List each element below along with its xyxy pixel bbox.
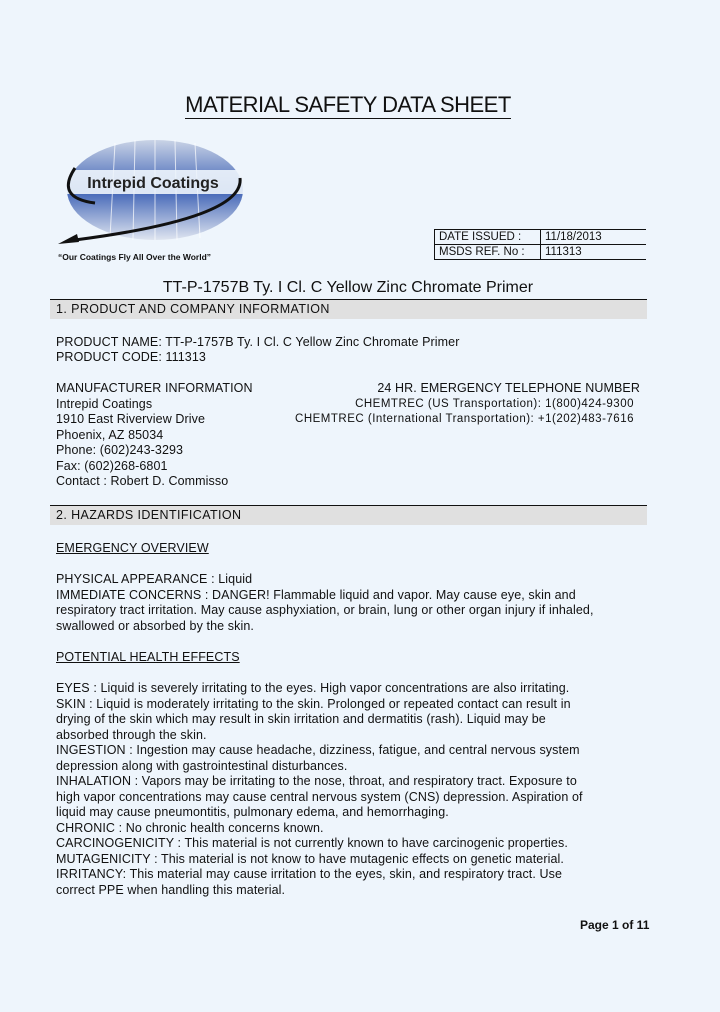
text-line: PHYSICAL APPEARANCE : Liquid <box>56 572 253 586</box>
product-name: PRODUCT NAME: TT-P-1757B Ty. I Cl. C Yellow Zinc Chromate Primer <box>56 335 460 349</box>
svg-text:“Our Coatings Fly All Over the: “Our Coatings Fly All Over the World” <box>58 252 212 262</box>
text-line: EYES : Liquid is severely irritating to the eyes. High vapor concentrations are also irritating. <box>56 681 570 695</box>
svg-text:Intrepid Coatings: Intrepid Coatings <box>87 175 219 192</box>
health-effects-text <box>56 681 583 898</box>
text-line: absorbed through the skin. <box>56 727 207 742</box>
text-line: liquid may cause pneumontitis, pulmonary edema, and hemorrhaging. <box>56 805 449 819</box>
text-line: high vapor concentrations may cause central nervous system (CNS) depression. Aspiration of <box>56 789 583 804</box>
section-2-header: 2. HAZARDS IDENTIFICATION <box>50 505 647 525</box>
text-line: drying of the skin which may result in skin irritation and dermatitis (rash). Liquid may be <box>56 712 546 726</box>
mfr-line: Fax: (602)268-6801 <box>56 458 168 473</box>
product-code: PRODUCT CODE: 111313 <box>56 350 206 364</box>
text-line: IMMEDIATE CONCERNS : DANGER! Flammable liquid and vapor. May cause eye, skin and <box>56 587 576 602</box>
date-issued-label: DATE ISSUED : <box>435 230 541 245</box>
emergency-overview-heading: EMERGENCY OVERVIEW <box>56 541 209 555</box>
mfr-line: Intrepid Coatings <box>56 396 153 411</box>
text-line: CHRONIC : No chronic health concerns known. <box>56 820 324 835</box>
text-line: INGESTION : Ingestion may cause headache, dizziness, fatigue, and central nervous system <box>56 743 580 757</box>
manufacturer-info <box>56 381 253 490</box>
health-effects-heading: POTENTIAL HEALTH EFFECTS <box>56 650 240 664</box>
text-line: MUTAGENICITY : This material is not know to have mutagenic effects on genetic material. <box>56 851 564 866</box>
page-number: Page 1 of 11 <box>580 918 650 932</box>
emergency-line: CHEMTREC (International Transportation): +1(202)483-7616 <box>295 413 634 425</box>
section-1-header: 1. PRODUCT AND COMPANY INFORMATION <box>50 299 647 319</box>
overview-text <box>56 572 594 634</box>
text-line: correct PPE when handling this material. <box>56 882 286 897</box>
emergency-info <box>250 381 640 428</box>
emergency-line: CHEMTREC (US Transportation): 1(800)424-9300 <box>355 397 634 410</box>
mfr-line: Phone: (602)243-3293 <box>56 443 184 457</box>
msds-ref-value: 111313 <box>541 245 647 260</box>
text-line: depression along with gastrointestinal disturbances. <box>56 758 348 773</box>
emergency-heading: 24 HR. EMERGENCY TELEPHONE NUMBER <box>377 381 640 395</box>
document-title: MATERIAL SAFETY DATA SHEET <box>185 92 511 117</box>
text-line: INHALATION : Vapors may be irritating to the nose, throat, and respiratory tract. Exposure to <box>56 774 577 788</box>
date-issued-value: 11/18/2013 <box>541 230 647 245</box>
text-line: respiratory tract irritation. May cause asphyxiation, or brain, lung or other organ injury if inhaled, <box>56 603 594 617</box>
text-line: SKIN : Liquid is moderately irritating to the skin. Prolonged or repeated contact can result in <box>56 696 571 711</box>
mfr-line: 1910 East Riverview Drive <box>56 412 206 426</box>
company-logo <box>55 138 255 268</box>
mfr-heading: MANUFACTURER INFORMATION <box>56 381 253 395</box>
mfr-line: Contact : Robert D. Commisso <box>56 474 229 488</box>
text-line: swallowed or absorbed by the skin. <box>56 618 254 633</box>
mfr-line: Phoenix, AZ 85034 <box>56 427 164 442</box>
product-title: TT-P-1757B Ty. I Cl. C Yellow Zinc Chromate Primer <box>162 279 534 296</box>
msds-ref-label: MSDS REF. No : <box>435 245 541 260</box>
text-line: CARCINOGENICITY : This material is not currently known to have carcinogenic properties. <box>56 836 568 850</box>
reference-table <box>434 229 646 260</box>
text-line: IRRITANCY: This material may cause irritation to the eyes, skin, and respiratory tract. Use <box>56 867 563 881</box>
